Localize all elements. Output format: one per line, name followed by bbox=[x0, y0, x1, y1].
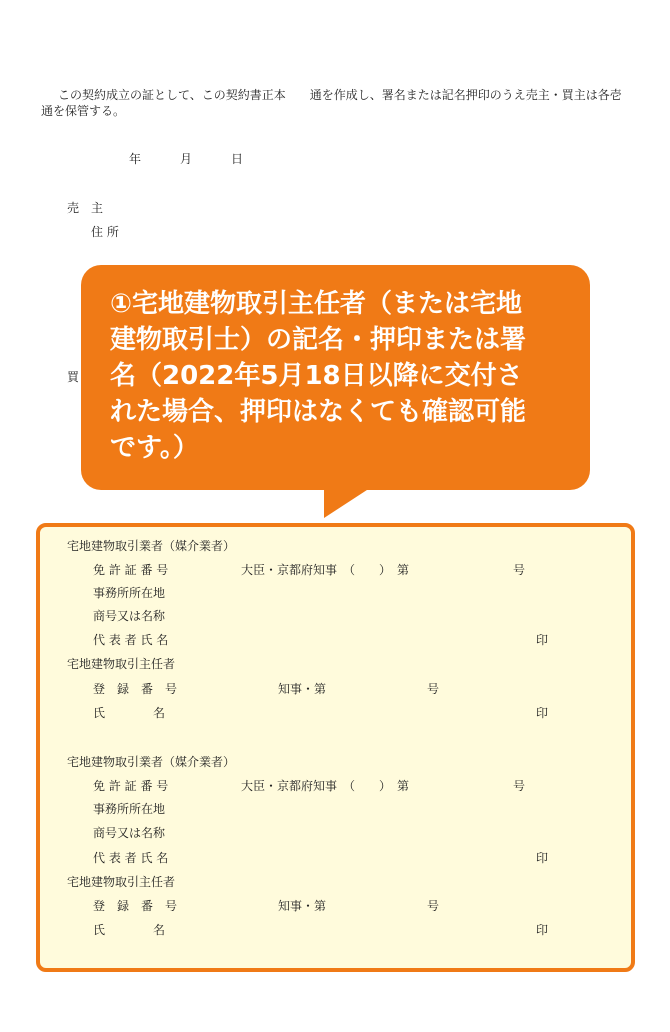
license-label: 免 許 証 番 号 bbox=[93, 779, 169, 793]
registration-suffix: 号 bbox=[427, 682, 440, 696]
seller-label: 売 主 bbox=[67, 201, 104, 215]
registration-label: 登 録 番 号 bbox=[93, 899, 178, 913]
office-label: 事務所所在地 bbox=[93, 802, 166, 816]
agent-name-seal: 印 bbox=[536, 706, 549, 720]
license-suffix: 号 bbox=[513, 563, 526, 577]
representative-seal: 印 bbox=[536, 633, 549, 647]
license-authority: 大臣・京都府知事 （ ） 第 bbox=[241, 563, 410, 577]
office-label: 事務所所在地 bbox=[93, 586, 166, 600]
agent-name-label: 氏 名 bbox=[93, 706, 166, 720]
date-year: 年 bbox=[129, 152, 142, 166]
buyer-label: 買 bbox=[67, 370, 80, 384]
registration-label: 登 録 番 号 bbox=[93, 682, 178, 696]
trade-name-label: 商号又は名称 bbox=[93, 609, 166, 623]
agent-name-seal: 印 bbox=[536, 923, 549, 937]
trade-name-label: 商号又は名称 bbox=[93, 826, 166, 840]
agent-header: 宅地建物取引主任者 bbox=[67, 875, 176, 889]
license-suffix: 号 bbox=[513, 779, 526, 793]
callout-text: ①宅地建物取引主任者（または宅地 建物取引士）の記名・押印または署 名（2022年5月18日以降に交付さ れた場合、押印はなくても確認可能 です。） bbox=[110, 289, 527, 463]
license-label: 免 許 証 番 号 bbox=[93, 563, 169, 577]
date-day: 日 bbox=[231, 152, 244, 166]
contract-line-1: この契約成立の証として、この契約書正本 通を作成し、署名または記名押印のうえ売主・買主は各壱 bbox=[58, 88, 622, 102]
representative-label: 代 表 者 氏 名 bbox=[93, 851, 169, 865]
license-authority: 大臣・京都府知事 （ ） 第 bbox=[241, 779, 410, 793]
agent-name-label: 氏 名 bbox=[93, 923, 166, 937]
registration-suffix: 号 bbox=[427, 899, 440, 913]
date-month: 月 bbox=[180, 152, 193, 166]
registration-authority: 知事・第 bbox=[278, 682, 327, 696]
agent-header: 宅地建物取引主任者 bbox=[67, 657, 176, 671]
callout-tail bbox=[324, 488, 370, 518]
contract-line-2: 通を保管する。 bbox=[41, 104, 126, 118]
broker-header: 宅地建物取引業者（媒介業者） bbox=[67, 755, 236, 769]
representative-seal: 印 bbox=[536, 851, 549, 865]
broker-header: 宅地建物取引業者（媒介業者） bbox=[67, 539, 236, 553]
registration-authority: 知事・第 bbox=[278, 899, 327, 913]
representative-label: 代 表 者 氏 名 bbox=[93, 633, 169, 647]
seller-address-label: 住 所 bbox=[91, 225, 119, 239]
